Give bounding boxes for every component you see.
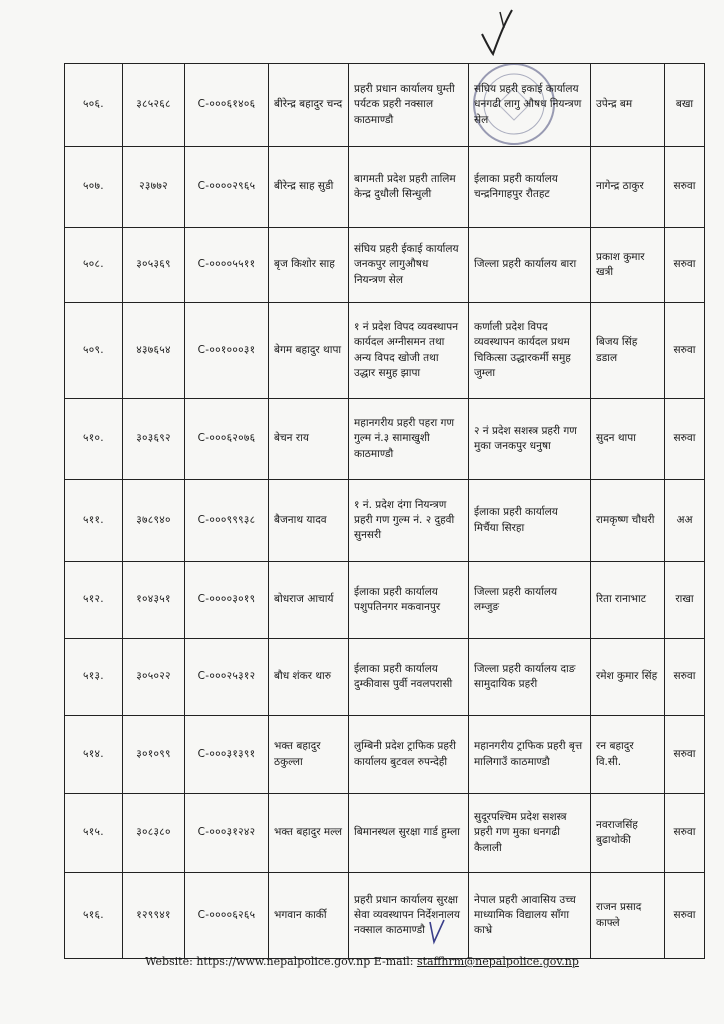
police-number: २३७७२: [123, 147, 185, 228]
person-name: भक्त बहादुर मल्ल: [269, 794, 349, 873]
employee-code: C-०००६१४०६: [185, 64, 269, 147]
current-office: बागमती प्रदेश प्रहरी तालिम केन्द्र दुधौली सिन्धुली: [349, 147, 469, 228]
replacement-name: राजन प्रसाद काफ्ले: [591, 873, 665, 959]
employee-code: C-०००९९९३८: [185, 480, 269, 562]
replacement-name: रिता रानाभाट: [591, 562, 665, 639]
action-type: सरुवा: [665, 639, 705, 716]
employee-code: C-०००३१३९१: [185, 716, 269, 794]
footer-website-label: Website: https://www.nepalpolice.gov.np E-mail:: [145, 955, 417, 968]
pen-tick-mark: [424, 918, 450, 946]
employee-code: C-००००५५११: [185, 228, 269, 303]
footer-email-link[interactable]: staffhrm@nepalpolice.gov.np: [416, 955, 579, 968]
police-number: ३८५२६८: [123, 64, 185, 147]
new-office: ईलाका प्रहरी कार्यालय चन्द्रनिगाहपुर रौतहट: [469, 147, 591, 228]
police-number: ३७८९४०: [123, 480, 185, 562]
replacement-name: रमेश कुमार सिंह: [591, 639, 665, 716]
table-row: [65, 147, 705, 228]
serial-number: ५१५.: [65, 794, 123, 873]
person-name: बौध शंकर थारु: [269, 639, 349, 716]
current-office: प्रहरी प्रधान कार्यालय घुम्ती पर्यटक प्रहरी नक्साल काठमाण्डौ: [349, 64, 469, 147]
serial-number: ५०९.: [65, 303, 123, 399]
person-name: भगवान कार्की: [269, 873, 349, 959]
new-office: संघिय प्रहरी इकाई कार्यालय धनगढी लागु औषध नियन्त्रण सेल: [469, 64, 591, 147]
table-row: [65, 64, 705, 147]
police-number: ३०१०९९: [123, 716, 185, 794]
serial-number: ५११.: [65, 480, 123, 562]
replacement-name: रन बहादुर वि.सी.: [591, 716, 665, 794]
serial-number: ५१०.: [65, 399, 123, 480]
table-row: [65, 794, 705, 873]
employee-code: C-००१०००३१: [185, 303, 269, 399]
person-name: बृज किशोर साह: [269, 228, 349, 303]
replacement-name: नागेन्द्र ठाकुर: [591, 147, 665, 228]
new-office: जिल्ला प्रहरी कार्यालय दाङ सामुदायिक प्रहरी: [469, 639, 591, 716]
action-type: सरुवा: [665, 794, 705, 873]
person-name: भक्त बहादुर ठकुल्ला: [269, 716, 349, 794]
new-office: २ नं प्रदेश सशस्त्र प्रहरी गण मुका जनकपुर धनुषा: [469, 399, 591, 480]
action-type: सरुवा: [665, 147, 705, 228]
serial-number: ५०७.: [65, 147, 123, 228]
current-office: १ नं प्रदेश विपद व्यवस्थापन कार्यदल अग्नीसमन तथा अन्य विपद खोजी तथा उद्धार समुह झापा: [349, 303, 469, 399]
current-office: लुम्बिनी प्रदेश ट्राफिक प्रहरी कार्यालय बुटवल रुपन्देही: [349, 716, 469, 794]
police-number: ३०८३८०: [123, 794, 185, 873]
serial-number: ५१६.: [65, 873, 123, 959]
page-footer: [0, 955, 724, 968]
action-type: सरुवा: [665, 873, 705, 959]
person-name: बीरेन्द्र बहादुर चन्द: [269, 64, 349, 147]
person-name: बेगम बहादुर थापा: [269, 303, 349, 399]
replacement-name: बिजय सिंह डडाल: [591, 303, 665, 399]
new-office: महानगरीय ट्राफिक प्रहरी बृत्त मालिगाउँ काठमाण्डौ: [469, 716, 591, 794]
action-type: सरुवा: [665, 303, 705, 399]
handwritten-mark: [460, 6, 530, 58]
serial-number: ५०८.: [65, 228, 123, 303]
police-number: ३०३६९२: [123, 399, 185, 480]
police-number: ३०५३६९: [123, 228, 185, 303]
employee-code: C-०००२५३१२: [185, 639, 269, 716]
employee-code: C-००००६२६५: [185, 873, 269, 959]
serial-number: ५०६.: [65, 64, 123, 147]
action-type: सरुवा: [665, 716, 705, 794]
current-office: संघिय प्रहरी ईकाई कार्यालय जनकपुर लागुऔषध नियन्त्रण सेल: [349, 228, 469, 303]
table-row: [65, 562, 705, 639]
replacement-name: नवराजसिंह बुढाथोकी: [591, 794, 665, 873]
police-number: ४३७६५४: [123, 303, 185, 399]
police-number: ३०५०२२: [123, 639, 185, 716]
table-row: [65, 639, 705, 716]
serial-number: ५१४.: [65, 716, 123, 794]
action-type: अअ: [665, 480, 705, 562]
replacement-name: रामकृष्ण चौधरी: [591, 480, 665, 562]
employee-code: C-००००२९६५: [185, 147, 269, 228]
employee-code: C-००००३०१९: [185, 562, 269, 639]
table-row: [65, 399, 705, 480]
action-type: बखा: [665, 64, 705, 147]
police-number: १२९९४१: [123, 873, 185, 959]
employee-code: C-०००३१२४२: [185, 794, 269, 873]
action-type: सरुवा: [665, 399, 705, 480]
current-office: १ नं. प्रदेश दंगा नियन्त्रण प्रहरी गण गुल्म नं. २ दुहवी सुनसरी: [349, 480, 469, 562]
current-office: महानगरीय प्रहरी पहरा गण गुल्म नं.३ सामाखुशी काठमाण्डौ: [349, 399, 469, 480]
current-office: बिमानस्थल सुरक्षा गार्ड हुम्ला: [349, 794, 469, 873]
current-office: प्रहरी प्रधान कार्यालय सुरक्षा सेवा व्यवस्थापन निर्देशनालय नक्साल काठमाण्डौ: [349, 873, 469, 959]
serial-number: ५१२.: [65, 562, 123, 639]
replacement-name: सुदन थापा: [591, 399, 665, 480]
person-name: बैजनाथ यादव: [269, 480, 349, 562]
new-office: जिल्ला प्रहरी कार्यालय लम्जुङ: [469, 562, 591, 639]
serial-number: ५१३.: [65, 639, 123, 716]
new-office: कर्णाली प्रदेश विपद व्यवस्थापन कार्यदल प्रथम चिकित्सा उद्धारकर्मी समुह जुम्ला: [469, 303, 591, 399]
replacement-name: प्रकाश कुमार खत्री: [591, 228, 665, 303]
new-office: नेपाल प्रहरी आवासिय उच्च माध्यामिक विद्यालय साँगा काभ्रे: [469, 873, 591, 959]
person-name: बीरेन्द्र साह सुडी: [269, 147, 349, 228]
transfer-roster-table: [64, 63, 705, 959]
table-row: [65, 716, 705, 794]
employee-code: C-०००६२०७६: [185, 399, 269, 480]
police-number: १०४३५१: [123, 562, 185, 639]
current-office: ईलाका प्रहरी कार्यालय पशुपतिनगर मकवानपुर: [349, 562, 469, 639]
current-office: ईलाका प्रहरी कार्यालय दुम्कीवास पुर्वी नवलपरासी: [349, 639, 469, 716]
table-row: [65, 303, 705, 399]
new-office: ईलाका प्रहरी कार्यालय मिर्चैया सिरहा: [469, 480, 591, 562]
replacement-name: उपेन्द्र बम: [591, 64, 665, 147]
new-office: सुदूरपश्चिम प्रदेश सशस्त्र प्रहरी गण मुका धनगढी कैलाली: [469, 794, 591, 873]
table-row: [65, 228, 705, 303]
person-name: बेचन राय: [269, 399, 349, 480]
table-row: [65, 873, 705, 959]
action-type: राखा: [665, 562, 705, 639]
table-row: [65, 480, 705, 562]
new-office: जिल्ला प्रहरी कार्यालय बारा: [469, 228, 591, 303]
action-type: सरुवा: [665, 228, 705, 303]
person-name: बोधराज आचार्य: [269, 562, 349, 639]
